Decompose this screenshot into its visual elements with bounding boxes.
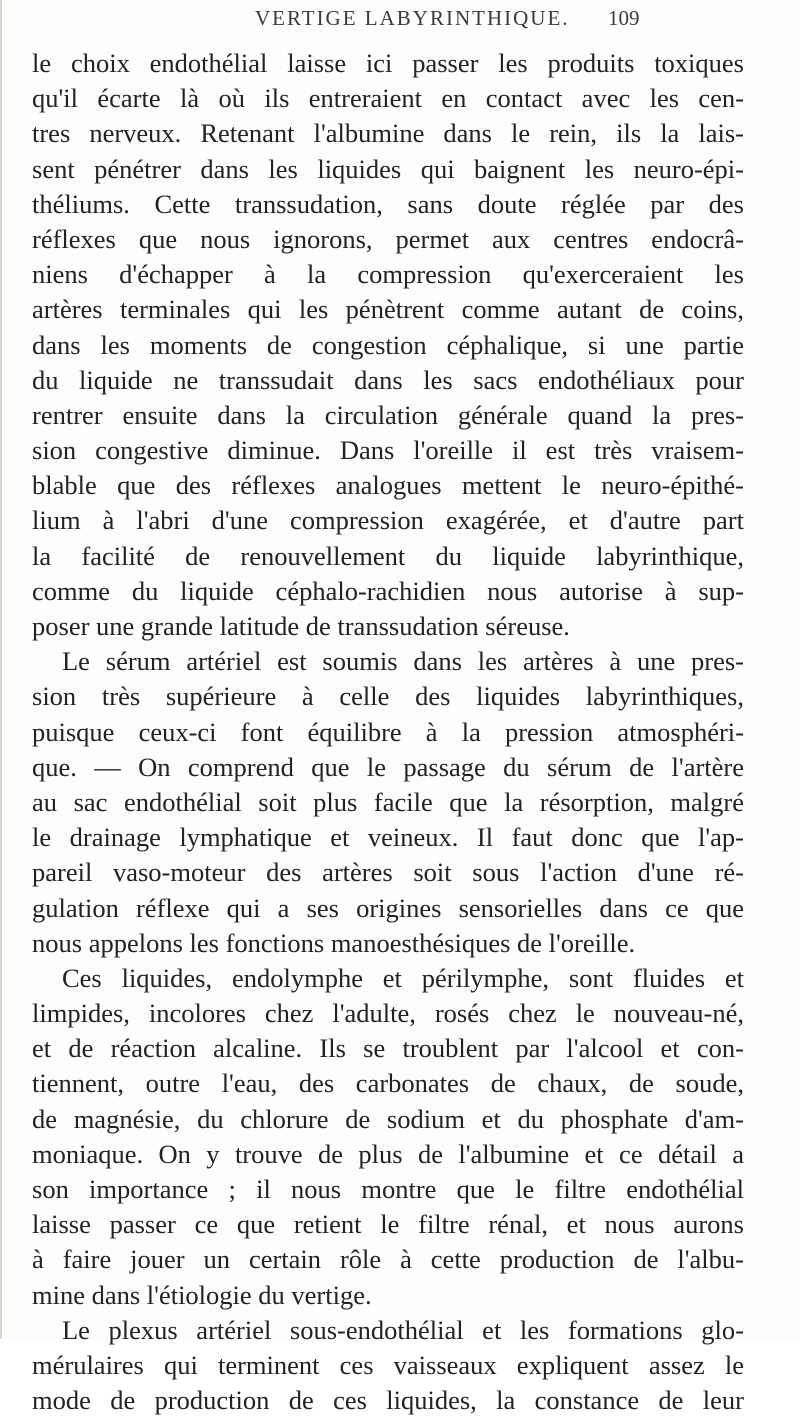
text-line: mérulaires qui terminent ces vaisseaux expliquent assez le [32,1349,744,1380]
running-header [0,4,800,34]
text-line: qu'il écarte là où ils entreraient en contact avec les cen- [32,83,744,114]
text-line: dans les moments de congestion céphalique, si une partie [32,329,744,360]
text-line: nous appelons les fonctions manoesthésiques de l'oreille. [32,927,636,958]
text-line: limpides, incolores chez l'adulte, rosés chez le nouveau-né, [32,998,744,1029]
text-line: gulation réflexe qui a ses origines sensorielles dans ce que [32,892,744,923]
text-line: moniaque. On y trouve de plus de l'albumine et ce détail a [32,1138,744,1169]
text-line: puisque ceux-ci font équilibre à la pression atmosphéri- [32,716,744,747]
text-line: Le plexus artériel sous-endothélial et les formations glo- [62,1314,744,1345]
text-line: et de réaction alcaline. Ils se troublent par l'alcool et con- [32,1033,744,1064]
text-line: la facilité de renouvellement du liquide labyrinthique, [32,540,744,571]
text-line: laisse passer ce que retient le filtre rénal, et nous aurons [32,1209,744,1240]
text-line: sion très supérieure à celle des liquides labyrinthiques, [32,681,744,712]
page-edge [0,0,2,1339]
text-line: rentrer ensuite dans la circulation générale quand la pres- [32,399,744,430]
text-line: niens d'échapper à la compression qu'exerceraient les [32,259,744,290]
text-line: théliums. Cette transsudation, sans doute réglée par des [32,188,744,219]
text-line: mine dans l'étiologie du vertige. [32,1279,372,1310]
page-number: 109 [608,6,640,30]
text-line: comme du liquide céphalo-rachidien nous autorise à sup- [32,575,744,606]
text-line: poser une grande latitude de transsudation séreuse. [32,611,570,641]
running-title: VERTIGE LABYRINTHIQUE. [255,6,570,30]
text-line: le choix endothélial laisse ici passer les produits toxiques [32,48,744,78]
text-line: sent pénétrer dans les liquides qui baignent les neuro-épi- [32,153,744,184]
text-line: sion congestive diminue. Dans l'oreille il est très vraisem- [32,435,744,466]
text-line: tres nerveux. Retenant l'albumine dans le rein, ils la lais- [32,118,744,149]
body-text [32,46,744,1418]
text-line: du liquide ne transsudait dans les sacs endothéliaux pour [32,364,744,395]
text-line: de magnésie, du chlorure de sodium et du phosphate d'am- [32,1103,744,1134]
text-line: lium à l'abri d'une compression exagérée, et d'autre part [32,505,744,536]
text-line: Le sérum artériel est soumis dans les artères à une pres- [62,646,744,677]
text-line: réflexes que nous ignorons, permet aux centres endocrâ- [32,223,744,254]
text-line: tiennent, outre l'eau, des carbonates de chaux, de soude, [32,1068,744,1099]
text-line: le drainage lymphatique et veineux. Il faut donc que l'ap- [32,822,744,853]
text-line: Ces liquides, endolymphe et périlymphe, sont fluides et [62,962,744,993]
text-line: au sac endothélial soit plus facile que la résorption, malgré [32,786,744,817]
text-line: à faire jouer un certain rôle à cette production de l'albu- [32,1244,744,1275]
text-line: son importance ; il nous montre que le filtre endothélial [32,1174,744,1204]
text-line: pareil vaso-moteur des artères soit sous l'action d'une ré- [32,857,744,888]
text-line: que. — On comprend que le passage du sérum de l'artère [32,751,744,782]
text-line: blable que des réflexes analogues mettent le neuro-épithé- [32,470,744,501]
text-line: mode de production de ces liquides, la constance de leur [32,1385,744,1416]
text-line: artères terminales qui les pénètrent comme autant de coins, [32,294,744,325]
